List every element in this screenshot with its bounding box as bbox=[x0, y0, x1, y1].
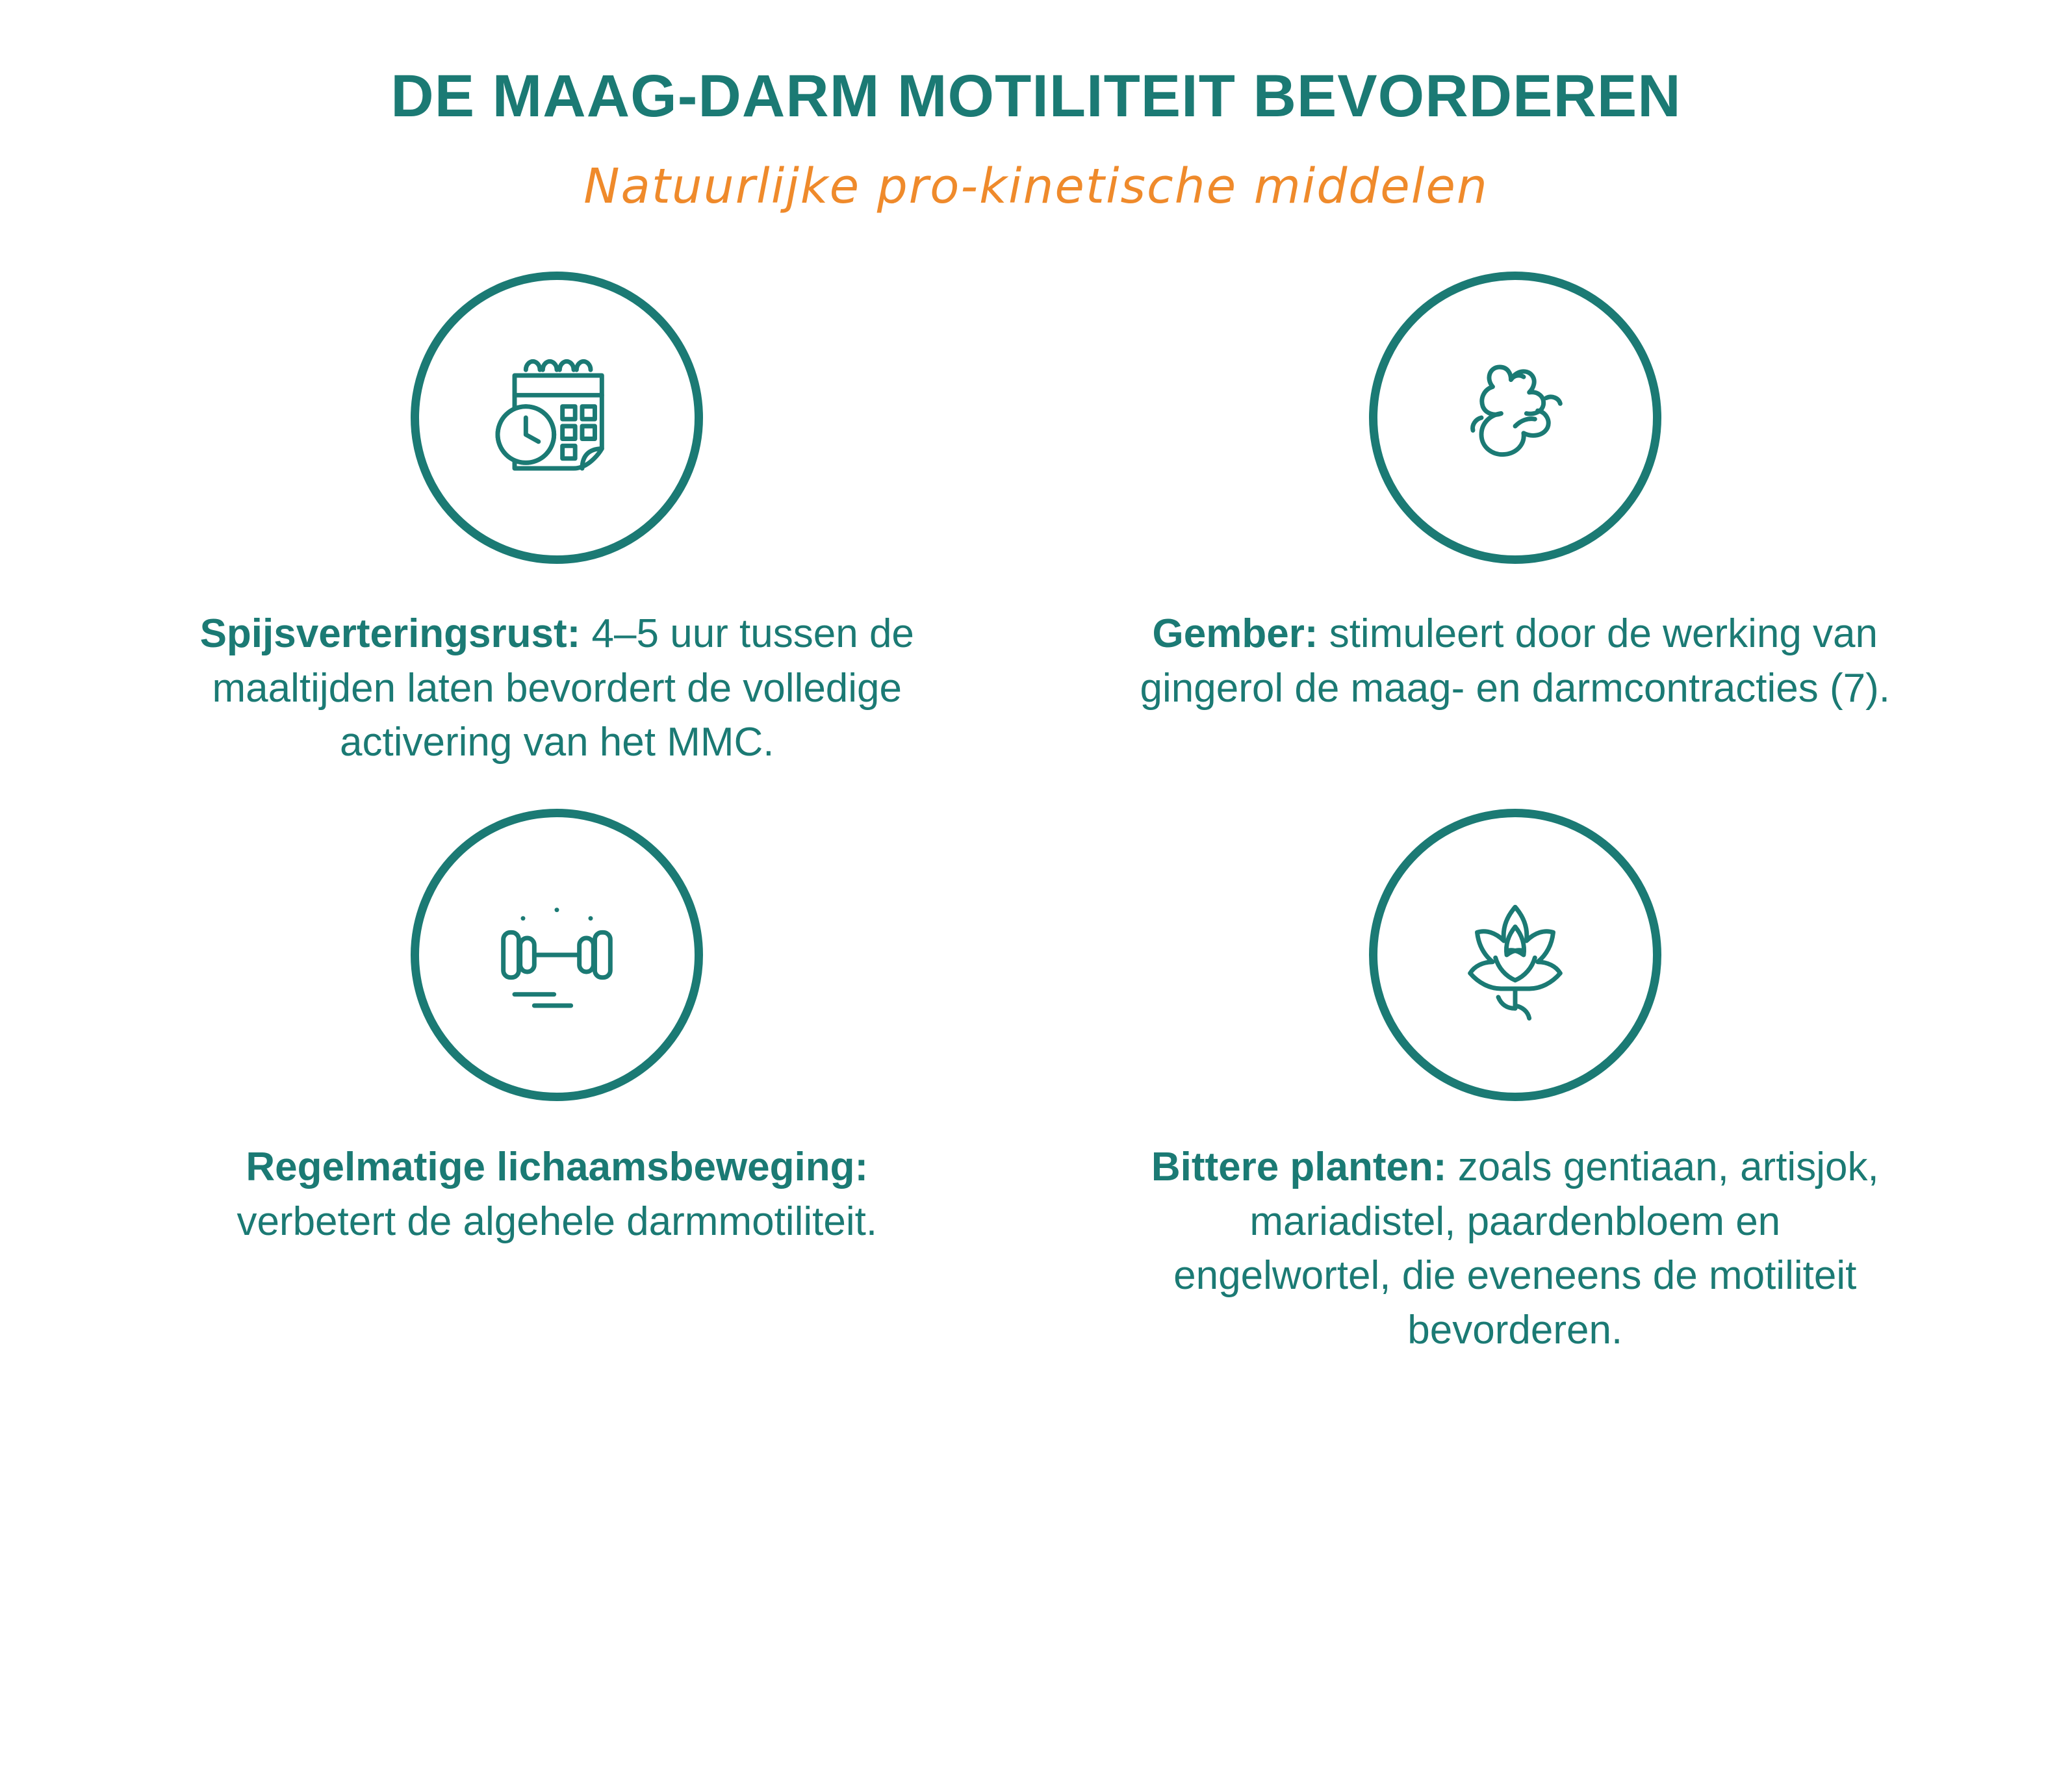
item-body: stimuleert door de werking van gingerol de maag- en darmcontracties (7). bbox=[1140, 611, 1890, 711]
item-caption bbox=[1138, 607, 1892, 715]
icon-circle bbox=[1369, 809, 1661, 1101]
calendar-clock-icon bbox=[472, 333, 641, 502]
item-body: 4–5 uur tussen de maaltijden laten bevordert de volledige activering van het MMC. bbox=[212, 611, 914, 765]
item-lead: Gember: bbox=[1152, 611, 1318, 656]
dumbbell-icon bbox=[472, 870, 641, 1039]
header bbox=[0, 0, 2072, 213]
items-grid bbox=[0, 272, 2072, 1358]
item-caption bbox=[180, 1140, 934, 1249]
item-spijsverteringsrust bbox=[78, 272, 1036, 770]
icon-circle bbox=[1369, 272, 1661, 564]
icon-circle bbox=[411, 272, 703, 564]
item-lead: Bittere planten: bbox=[1151, 1145, 1447, 1190]
ginger-root-icon bbox=[1431, 333, 1600, 502]
item-caption bbox=[1138, 1140, 1892, 1358]
artichoke-icon bbox=[1431, 870, 1600, 1039]
page-title: DE MAAG-DARM MOTILITEIT BEVORDEREN bbox=[390, 63, 1682, 129]
item-lead: Spijsverteringsrust: bbox=[199, 611, 581, 656]
item-lichaamsbeweging bbox=[78, 809, 1036, 1358]
item-lead: Regelmatige lichaamsbeweging: bbox=[246, 1145, 869, 1190]
item-body: zoals gentiaan, artisjok, mariadistel, paardenbloem en engelwortel, die eveneens de motiliteit bevorderen. bbox=[1173, 1145, 1879, 1353]
page-subtitle: Natuurlijke pro-kinetische middelen bbox=[583, 158, 1489, 214]
icon-circle bbox=[411, 809, 703, 1101]
item-bittere-planten bbox=[1036, 809, 1995, 1358]
item-body: verbetert de algehele darmmotiliteit. bbox=[237, 1199, 878, 1244]
item-gember bbox=[1036, 272, 1995, 770]
item-caption bbox=[180, 607, 934, 770]
